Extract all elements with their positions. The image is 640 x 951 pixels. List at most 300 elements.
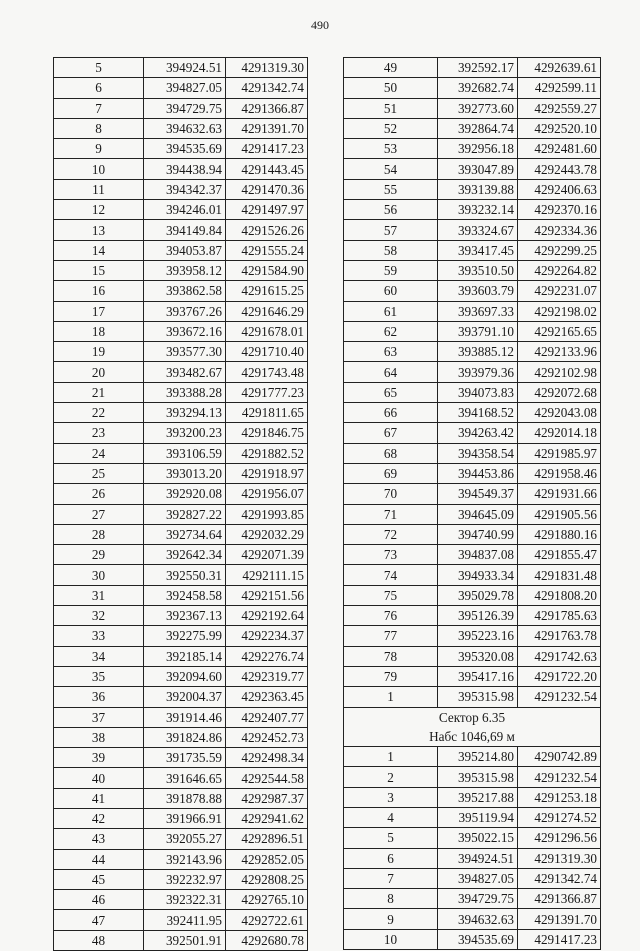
x-coordinate: 391824.86 (144, 727, 226, 747)
point-number: 44 (54, 849, 144, 869)
coordinates-table-right (343, 57, 601, 950)
x-coordinate: 393885.12 (438, 342, 518, 362)
y-coordinate: 4291274.52 (518, 807, 601, 827)
x-coordinate: 394740.99 (438, 524, 518, 544)
y-coordinate: 4291763.78 (518, 626, 601, 646)
point-number: 66 (344, 403, 438, 423)
y-coordinate: 4292808.25 (226, 869, 308, 889)
coordinates-table-left (53, 57, 308, 951)
table-row (54, 687, 308, 707)
x-coordinate: 392322.31 (144, 890, 226, 910)
point-number: 43 (54, 829, 144, 849)
x-coordinate: 393510.50 (438, 260, 518, 280)
y-coordinate: 4292452.73 (226, 727, 308, 747)
table-row (54, 788, 308, 808)
point-number: 33 (54, 626, 144, 646)
y-coordinate: 4292363.45 (226, 687, 308, 707)
table-row (54, 585, 308, 605)
point-number: 59 (344, 260, 438, 280)
x-coordinate: 393862.58 (144, 281, 226, 301)
x-coordinate: 394837.08 (438, 545, 518, 565)
table-row (344, 828, 601, 848)
table-row (344, 200, 601, 220)
point-number: 5 (54, 58, 144, 78)
x-coordinate: 392094.60 (144, 666, 226, 686)
point-number: 79 (344, 666, 438, 686)
table-row (344, 342, 601, 362)
y-coordinate: 4291615.25 (226, 281, 308, 301)
y-coordinate: 4291391.70 (226, 118, 308, 138)
table-row (54, 423, 308, 443)
x-coordinate: 394535.69 (144, 139, 226, 159)
table-row (54, 910, 308, 930)
point-number: 11 (54, 179, 144, 199)
x-coordinate: 392682.74 (438, 78, 518, 98)
point-number: 34 (54, 646, 144, 666)
point-number: 46 (54, 890, 144, 910)
point-number: 55 (344, 179, 438, 199)
x-coordinate: 395223.16 (438, 626, 518, 646)
y-coordinate: 4292231.07 (518, 281, 601, 301)
point-number: 62 (344, 321, 438, 341)
table-row (54, 524, 308, 544)
x-coordinate: 392956.18 (438, 139, 518, 159)
point-number: 6 (344, 848, 438, 868)
table-row (54, 118, 308, 138)
table-row (54, 240, 308, 260)
x-coordinate: 393106.59 (144, 443, 226, 463)
point-number: 52 (344, 118, 438, 138)
x-coordinate: 393672.16 (144, 321, 226, 341)
y-coordinate: 4292765.10 (226, 890, 308, 910)
y-coordinate: 4292264.82 (518, 260, 601, 280)
x-coordinate: 393417.45 (438, 240, 518, 260)
table-row (344, 504, 601, 524)
table-row (344, 524, 601, 544)
table-row (344, 159, 601, 179)
table-row (54, 707, 308, 727)
x-coordinate: 392773.60 (438, 98, 518, 118)
x-coordinate: 395126.39 (438, 606, 518, 626)
y-coordinate: 4291808.20 (518, 585, 601, 605)
y-coordinate: 4291855.47 (518, 545, 601, 565)
y-coordinate: 4292498.34 (226, 748, 308, 768)
table-row (344, 382, 601, 402)
point-number: 9 (344, 909, 438, 929)
table-row (54, 484, 308, 504)
table-row (54, 463, 308, 483)
point-number: 32 (54, 606, 144, 626)
x-coordinate: 392232.97 (144, 869, 226, 889)
table-row (54, 200, 308, 220)
x-coordinate: 392275.99 (144, 626, 226, 646)
point-number: 56 (344, 200, 438, 220)
y-coordinate: 4292559.27 (518, 98, 601, 118)
y-coordinate: 4291526.26 (226, 220, 308, 240)
x-coordinate: 394933.34 (438, 565, 518, 585)
table-row (344, 301, 601, 321)
point-number: 10 (54, 159, 144, 179)
point-number: 72 (344, 524, 438, 544)
point-number: 69 (344, 463, 438, 483)
table-row (344, 666, 601, 686)
x-coordinate: 394438.94 (144, 159, 226, 179)
point-number: 5 (344, 828, 438, 848)
x-coordinate: 392920.08 (144, 484, 226, 504)
table-row (344, 889, 601, 909)
point-number: 26 (54, 484, 144, 504)
point-number: 14 (54, 240, 144, 260)
y-coordinate: 4291342.74 (226, 78, 308, 98)
y-coordinate: 4291342.74 (518, 868, 601, 888)
table-row (344, 179, 601, 199)
y-coordinate: 4291391.70 (518, 909, 601, 929)
point-number: 53 (344, 139, 438, 159)
point-number: 25 (54, 463, 144, 483)
table-row (344, 78, 601, 98)
y-coordinate: 4291232.54 (518, 767, 601, 787)
table-row (344, 423, 601, 443)
y-coordinate: 4291646.29 (226, 301, 308, 321)
x-coordinate: 394168.52 (438, 403, 518, 423)
x-coordinate: 394453.86 (438, 463, 518, 483)
table-row (344, 463, 601, 483)
point-number: 38 (54, 727, 144, 747)
table-row (344, 585, 601, 605)
y-coordinate: 4290742.89 (518, 747, 601, 767)
table-row (344, 98, 601, 118)
x-coordinate: 394729.75 (438, 889, 518, 909)
table-row (344, 281, 601, 301)
point-number: 20 (54, 362, 144, 382)
table-row (344, 929, 601, 949)
table-row (344, 118, 601, 138)
point-number: 39 (54, 748, 144, 768)
point-number: 1 (344, 687, 438, 707)
x-coordinate: 393200.23 (144, 423, 226, 443)
table-row (344, 848, 601, 868)
x-coordinate: 395417.16 (438, 666, 518, 686)
point-number: 19 (54, 342, 144, 362)
table-row (344, 58, 601, 78)
point-number: 9 (54, 139, 144, 159)
x-coordinate: 394924.51 (438, 848, 518, 868)
y-coordinate: 4291777.23 (226, 382, 308, 402)
x-coordinate: 392411.95 (144, 910, 226, 930)
y-coordinate: 4291742.63 (518, 646, 601, 666)
y-coordinate: 4292299.25 (518, 240, 601, 260)
y-coordinate: 4291470.36 (226, 179, 308, 199)
table-row (344, 909, 601, 929)
table-row (344, 260, 601, 280)
table-row (54, 768, 308, 788)
point-number: 64 (344, 362, 438, 382)
x-coordinate: 391878.88 (144, 788, 226, 808)
table-row (344, 362, 601, 382)
y-coordinate: 4291232.54 (518, 687, 601, 707)
x-coordinate: 392185.14 (144, 646, 226, 666)
y-coordinate: 4292192.64 (226, 606, 308, 626)
point-number: 28 (54, 524, 144, 544)
point-number: 16 (54, 281, 144, 301)
x-coordinate: 392143.96 (144, 849, 226, 869)
point-number: 40 (54, 768, 144, 788)
point-number: 30 (54, 565, 144, 585)
table-row (344, 747, 601, 767)
point-number: 78 (344, 646, 438, 666)
table-row (344, 545, 601, 565)
x-coordinate: 394073.83 (438, 382, 518, 402)
table-row (54, 301, 308, 321)
x-coordinate: 394632.63 (144, 118, 226, 138)
x-coordinate: 393697.33 (438, 301, 518, 321)
point-number: 21 (54, 382, 144, 402)
y-coordinate: 4292680.78 (226, 930, 308, 950)
point-number: 51 (344, 98, 438, 118)
point-number: 13 (54, 220, 144, 240)
table-row (344, 626, 601, 646)
point-number: 1 (344, 747, 438, 767)
x-coordinate: 393324.67 (438, 220, 518, 240)
sector-title-row (344, 707, 601, 727)
table-row (344, 646, 601, 666)
table-row (344, 443, 601, 463)
x-coordinate: 393577.30 (144, 342, 226, 362)
table-row (344, 139, 601, 159)
point-number: 74 (344, 565, 438, 585)
table-row (54, 646, 308, 666)
y-coordinate: 4291366.87 (518, 889, 601, 909)
y-coordinate: 4291882.52 (226, 443, 308, 463)
y-coordinate: 4291253.18 (518, 787, 601, 807)
y-coordinate: 4291497.97 (226, 200, 308, 220)
y-coordinate: 4291831.48 (518, 565, 601, 585)
point-number: 58 (344, 240, 438, 260)
table-row (54, 626, 308, 646)
y-coordinate: 4291905.56 (518, 504, 601, 524)
point-number: 4 (344, 807, 438, 827)
point-number: 18 (54, 321, 144, 341)
x-coordinate: 392550.31 (144, 565, 226, 585)
point-number: 70 (344, 484, 438, 504)
x-coordinate: 394632.63 (438, 909, 518, 929)
x-coordinate: 393958.12 (144, 260, 226, 280)
x-coordinate: 391735.59 (144, 748, 226, 768)
table-row (54, 78, 308, 98)
y-coordinate: 4291880.16 (518, 524, 601, 544)
point-number: 10 (344, 929, 438, 949)
table-row (54, 443, 308, 463)
y-coordinate: 4291678.01 (226, 321, 308, 341)
table-row (54, 808, 308, 828)
table-row (344, 807, 601, 827)
y-coordinate: 4291319.30 (226, 58, 308, 78)
point-number: 49 (344, 58, 438, 78)
y-coordinate: 4292443.78 (518, 159, 601, 179)
point-number: 31 (54, 585, 144, 605)
x-coordinate: 391914.46 (144, 707, 226, 727)
y-coordinate: 4291931.66 (518, 484, 601, 504)
y-coordinate: 4292544.58 (226, 768, 308, 788)
x-coordinate: 393979.36 (438, 362, 518, 382)
x-coordinate: 392055.27 (144, 829, 226, 849)
x-coordinate: 392004.37 (144, 687, 226, 707)
point-number: 73 (344, 545, 438, 565)
table-row (54, 504, 308, 524)
point-number: 7 (54, 98, 144, 118)
x-coordinate: 392827.22 (144, 504, 226, 524)
x-coordinate: 394549.37 (438, 484, 518, 504)
x-coordinate: 393232.14 (438, 200, 518, 220)
table-row (54, 565, 308, 585)
point-number: 47 (54, 910, 144, 930)
y-coordinate: 4291743.48 (226, 362, 308, 382)
table-row (344, 787, 601, 807)
y-coordinate: 4291918.97 (226, 463, 308, 483)
point-number: 27 (54, 504, 144, 524)
point-number: 7 (344, 868, 438, 888)
table-row (344, 484, 601, 504)
table-row (54, 179, 308, 199)
point-number: 65 (344, 382, 438, 402)
y-coordinate: 4291993.85 (226, 504, 308, 524)
point-number: 29 (54, 545, 144, 565)
y-coordinate: 4291846.75 (226, 423, 308, 443)
point-number: 75 (344, 585, 438, 605)
y-coordinate: 4292520.10 (518, 118, 601, 138)
point-number: 76 (344, 606, 438, 626)
y-coordinate: 4292276.74 (226, 646, 308, 666)
y-coordinate: 4291296.56 (518, 828, 601, 848)
point-number: 63 (344, 342, 438, 362)
x-coordinate: 393013.20 (144, 463, 226, 483)
y-coordinate: 4292198.02 (518, 301, 601, 321)
table-row (54, 281, 308, 301)
x-coordinate: 394729.75 (144, 98, 226, 118)
point-number: 8 (54, 118, 144, 138)
x-coordinate: 391646.65 (144, 768, 226, 788)
x-coordinate: 392501.91 (144, 930, 226, 950)
y-coordinate: 4291319.30 (518, 848, 601, 868)
y-coordinate: 4292043.08 (518, 403, 601, 423)
y-coordinate: 4292406.63 (518, 179, 601, 199)
y-coordinate: 4291443.45 (226, 159, 308, 179)
x-coordinate: 394246.01 (144, 200, 226, 220)
point-number: 12 (54, 200, 144, 220)
x-coordinate: 393767.26 (144, 301, 226, 321)
point-number: 35 (54, 666, 144, 686)
x-coordinate: 394827.05 (438, 868, 518, 888)
table-row (344, 868, 601, 888)
y-coordinate: 4292133.96 (518, 342, 601, 362)
x-coordinate: 395315.98 (438, 687, 518, 707)
y-coordinate: 4291722.20 (518, 666, 601, 686)
y-coordinate: 4292014.18 (518, 423, 601, 443)
table-row (54, 321, 308, 341)
table-row (54, 930, 308, 950)
y-coordinate: 4292032.29 (226, 524, 308, 544)
table-row (54, 869, 308, 889)
point-number: 3 (344, 787, 438, 807)
point-number: 24 (54, 443, 144, 463)
table-row (54, 727, 308, 747)
y-coordinate: 4292072.68 (518, 382, 601, 402)
y-coordinate: 4292111.15 (226, 565, 308, 585)
y-coordinate: 4291366.87 (226, 98, 308, 118)
y-coordinate: 4291958.46 (518, 463, 601, 483)
x-coordinate: 393791.10 (438, 321, 518, 341)
y-coordinate: 4292334.36 (518, 220, 601, 240)
point-number: 23 (54, 423, 144, 443)
point-number: 61 (344, 301, 438, 321)
point-number: 37 (54, 707, 144, 727)
x-coordinate: 395029.78 (438, 585, 518, 605)
x-coordinate: 395022.15 (438, 828, 518, 848)
point-number: 45 (54, 869, 144, 889)
table-row (344, 565, 601, 585)
x-coordinate: 394535.69 (438, 929, 518, 949)
y-coordinate: 4291584.90 (226, 260, 308, 280)
x-coordinate: 394149.84 (144, 220, 226, 240)
point-number: 68 (344, 443, 438, 463)
x-coordinate: 394827.05 (144, 78, 226, 98)
table-row (54, 403, 308, 423)
x-coordinate: 393047.89 (438, 159, 518, 179)
x-coordinate: 393388.28 (144, 382, 226, 402)
y-coordinate: 4292165.65 (518, 321, 601, 341)
x-coordinate: 394358.54 (438, 443, 518, 463)
table-row (54, 748, 308, 768)
table-row (54, 829, 308, 849)
y-coordinate: 4291985.97 (518, 443, 601, 463)
y-coordinate: 4292319.77 (226, 666, 308, 686)
table-row (54, 606, 308, 626)
point-number: 67 (344, 423, 438, 443)
y-coordinate: 4292599.11 (518, 78, 601, 98)
sector-title: Сектор 6.35 (344, 707, 601, 727)
y-coordinate: 4292071.39 (226, 545, 308, 565)
y-coordinate: 4292722.61 (226, 910, 308, 930)
sector-area-row (344, 727, 601, 747)
point-number: 71 (344, 504, 438, 524)
y-coordinate: 4292234.37 (226, 626, 308, 646)
y-coordinate: 4291956.07 (226, 484, 308, 504)
table-row (344, 220, 601, 240)
point-number: 50 (344, 78, 438, 98)
table-row (54, 890, 308, 910)
table-row (54, 220, 308, 240)
y-coordinate: 4292102.98 (518, 362, 601, 382)
y-coordinate: 4292639.61 (518, 58, 601, 78)
x-coordinate: 393482.67 (144, 362, 226, 382)
table-row (54, 666, 308, 686)
table-row (344, 767, 601, 787)
x-coordinate: 395119.94 (438, 807, 518, 827)
point-number: 60 (344, 281, 438, 301)
table-row (54, 362, 308, 382)
table-row (344, 240, 601, 260)
table-row (344, 403, 601, 423)
point-number: 57 (344, 220, 438, 240)
point-number: 2 (344, 767, 438, 787)
point-number: 48 (54, 930, 144, 950)
y-coordinate: 4292896.51 (226, 829, 308, 849)
x-coordinate: 392458.58 (144, 585, 226, 605)
y-coordinate: 4291555.24 (226, 240, 308, 260)
x-coordinate: 392592.17 (438, 58, 518, 78)
sector-area: Набс 1046,69 м (344, 727, 601, 747)
y-coordinate: 4292987.37 (226, 788, 308, 808)
